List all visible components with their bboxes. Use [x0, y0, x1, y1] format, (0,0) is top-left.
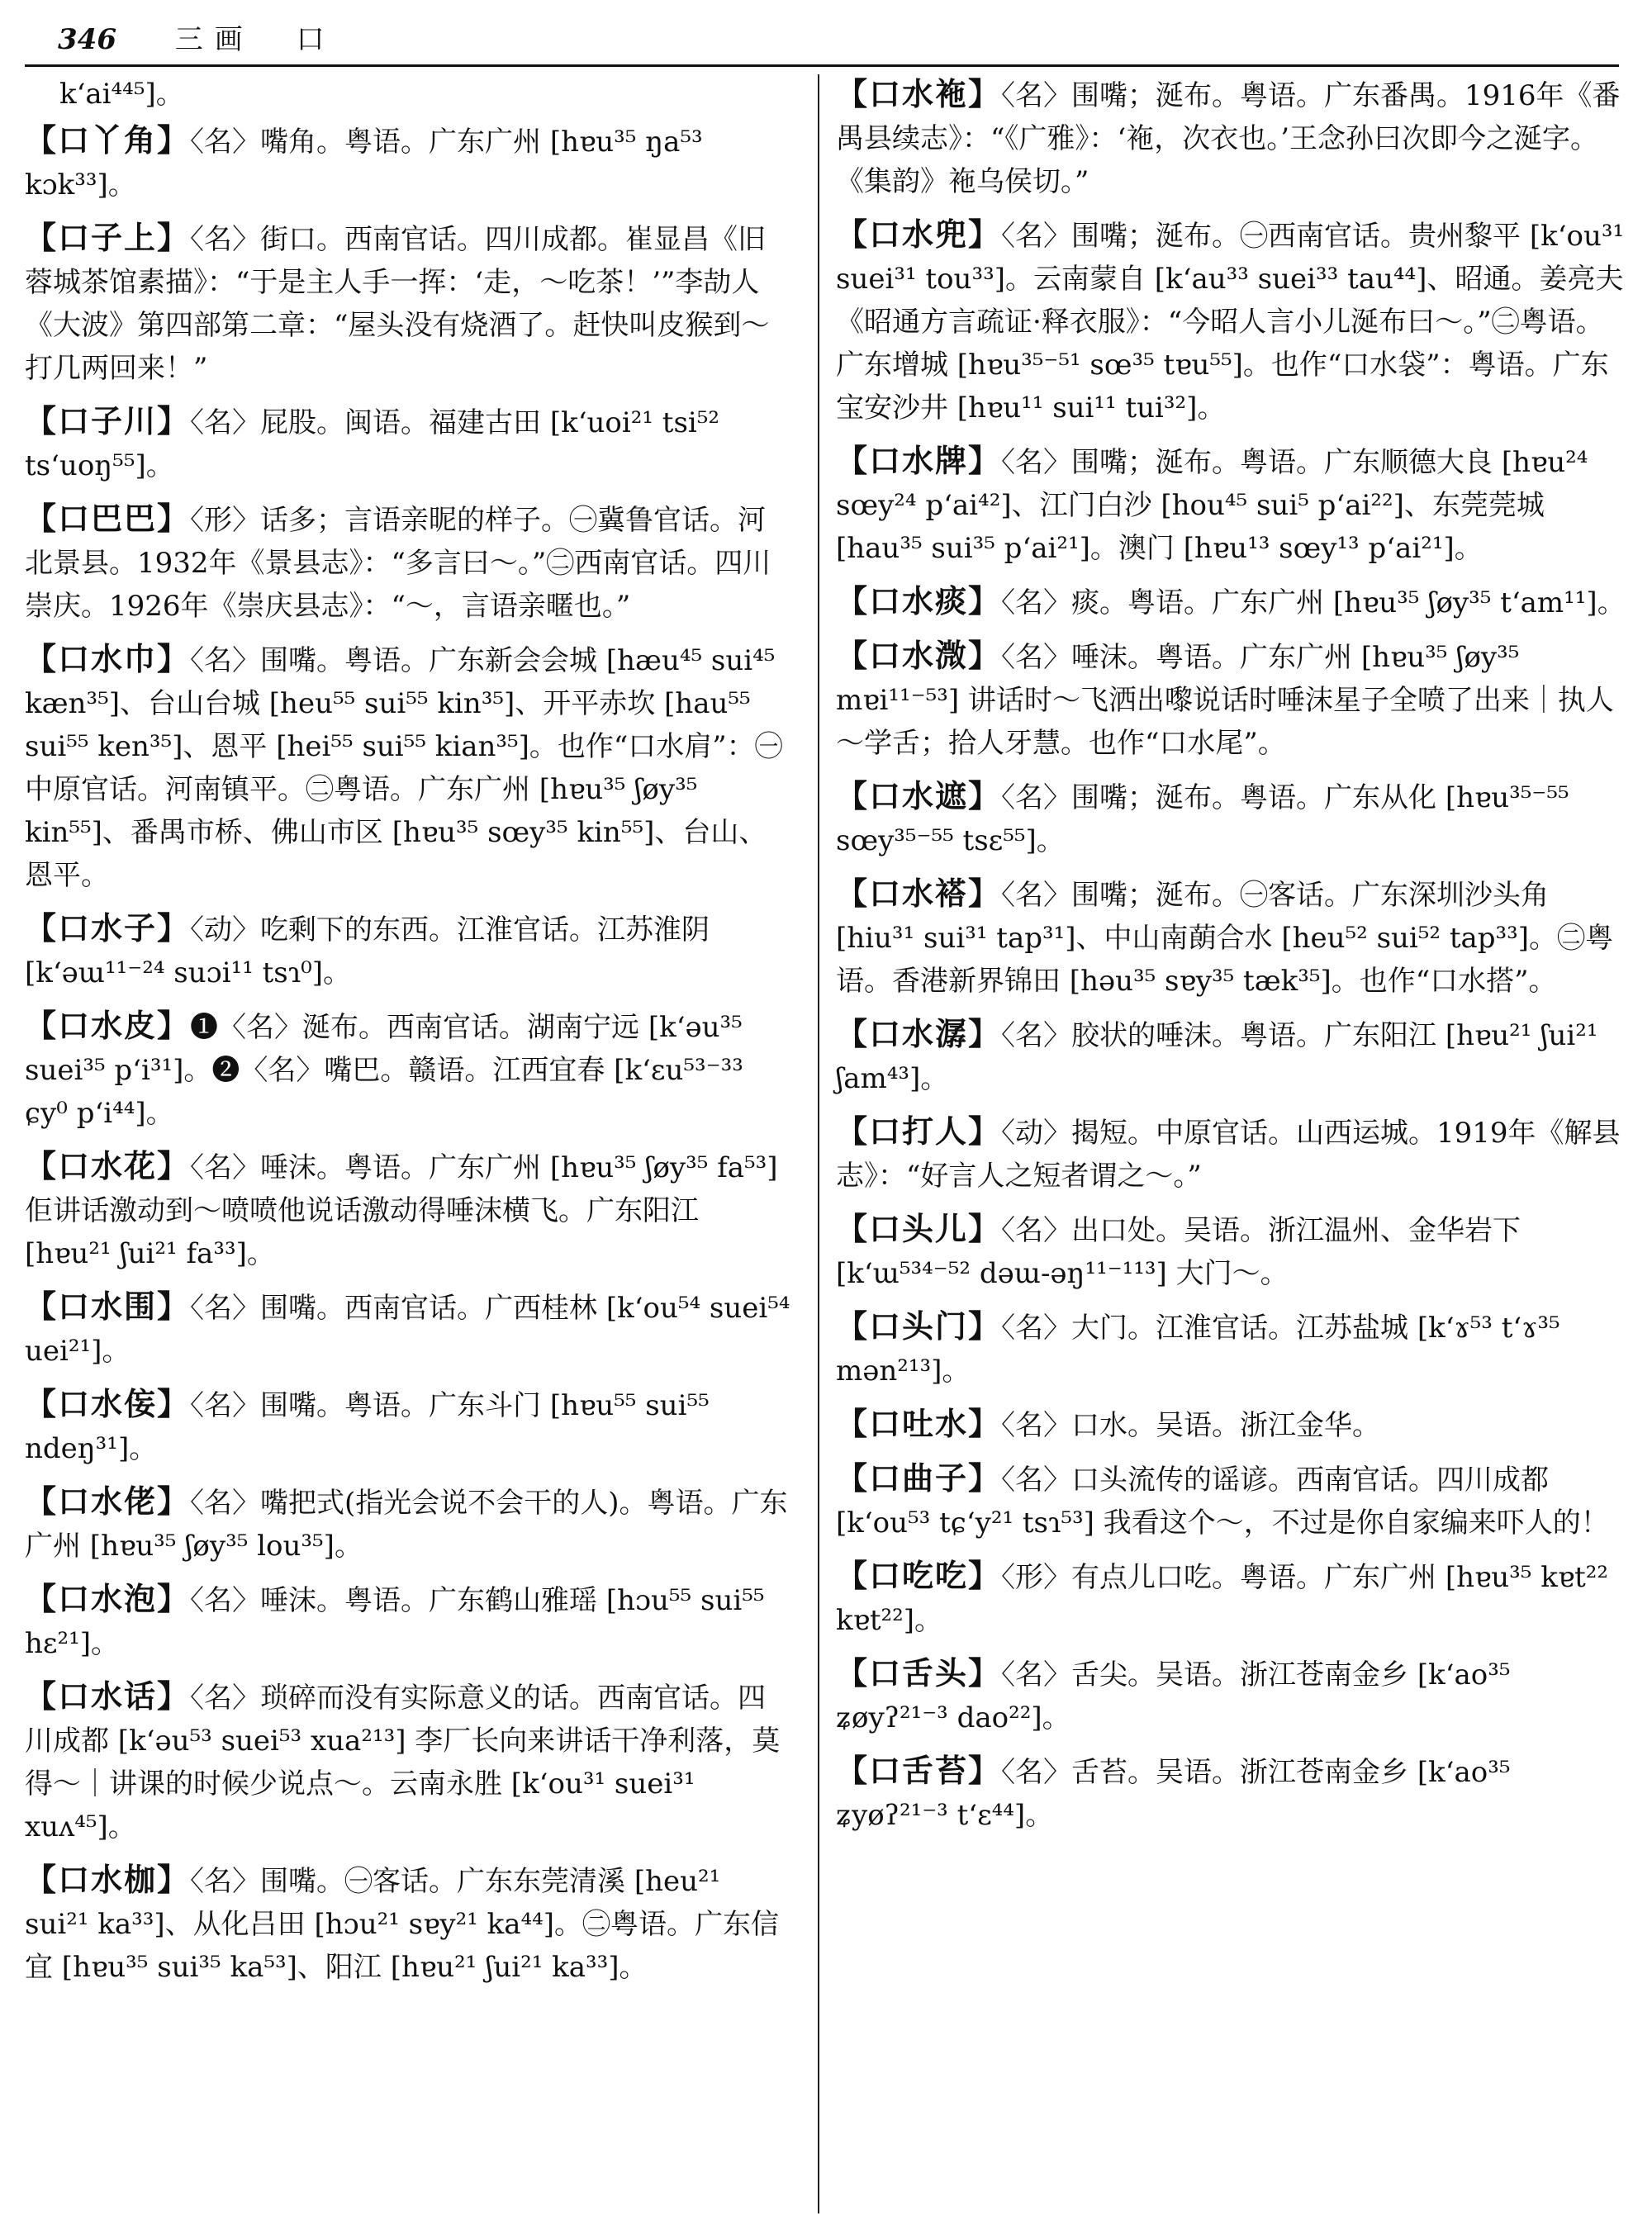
entry-definition: 〈名〉围嘴；涎布。㊀客话。广东深圳沙头角 [hiu³¹ sui³¹ tap³¹]、中山南蓢合水 [heu⁵² sui⁵² tap³³]。㊁粤语。香港新界锦田 [həu³⁵ sɐy³⁵ tæk³⁵]。也作“口水搭”。 — [836, 879, 1614, 998]
dictionary-entry — [25, 1004, 793, 1135]
entry-headword: 【口子上】 — [25, 219, 191, 256]
dictionary-entry — [836, 1457, 1627, 1544]
header-rule — [25, 64, 1619, 67]
continuation-line: k‘ai⁴⁴⁵]。 — [59, 78, 184, 111]
dictionary-entry — [25, 119, 793, 206]
dictionary-entry — [25, 1285, 793, 1373]
entry-definition: 〈名〉口头流传的谣谚。西南官话。四川成都 [k‘ou⁵³ tɕ‘y²¹ tsɿ⁵³] 我看这个～，不过是你自家编来吓人的！ — [836, 1464, 1609, 1540]
dictionary-entry — [25, 1675, 793, 1848]
entry-definition: 〈名〉舌尖。吴语。浙江苍南金乡 [k‘ao³⁵ ʑøyʔ²¹⁻³ dao²²]。 — [836, 1658, 1511, 1734]
dictionary-entry — [836, 634, 1627, 765]
entry-headword: 【口水袘】 — [836, 75, 1002, 112]
entry-definition: ❶〈名〉涎布。西南官话。湖南宁远 [k‘əu³⁵ suei³⁵ p‘i³¹]。❷〈名〉嘴巴。赣语。江西宜春 [k‘ɛu⁵³⁻³³ ɕy⁰ p‘i⁴⁴]。 — [25, 1011, 743, 1130]
dictionary-entry — [836, 1110, 1627, 1198]
dictionary-entry — [25, 400, 793, 487]
entry-definition: 〈名〉围嘴。粤语。广东新会会城 [hæu⁴⁵ sui⁴⁵ kæn³⁵]、台山台城 [heu⁵⁵ sui⁵⁵ kin³⁵]、开平赤坎 [hau⁵⁵ sui⁵⁵ ken³⁵]、恩平 [hei⁵⁵ sui⁵⁵ kian³⁵]。也作“口水肩”：㊀中原官话。河南镇平。㊁粤语。广东广州 [hɐu³⁵ ʃøy³⁵ kin⁵⁵]、番禺市桥、佛山市区 [hɐu³⁵ sœy³⁵ kin⁵⁵]、台山、恩平。 — [25, 644, 783, 892]
dictionary-entry — [836, 775, 1627, 862]
dictionary-entry — [25, 1578, 793, 1665]
entry-headword: 【口水兜】 — [836, 216, 1002, 253]
column-divider — [818, 74, 819, 2213]
entry-headword: 【口水痰】 — [836, 582, 1002, 619]
entry-headword: 【口水话】 — [25, 1677, 191, 1715]
dictionary-entry — [836, 439, 1627, 570]
entry-headword: 【口水巾】 — [25, 640, 191, 677]
entry-headword: 【口舌头】 — [836, 1654, 1002, 1691]
entry-headword: 【口水皮】 — [25, 1007, 191, 1044]
entry-headword: 【口水侫】 — [25, 1385, 191, 1422]
entry-headword: 【口吐水】 — [836, 1405, 1002, 1442]
entry-definition: 〈动〉揭短。中原官话。山西运城。1919年《解县志》：“好言人之短者谓之～。” — [836, 1117, 1621, 1193]
entry-definition: 〈名〉屁股。闽语。福建古田 [k‘uoi²¹ tsi⁵² ts‘uoŋ⁵⁵]。 — [25, 406, 720, 482]
dictionary-entry — [836, 1554, 1627, 1642]
entry-definition: 〈名〉出口处。吴语。浙江温州、金华岩下 [k‘ɯ⁵³⁴⁻⁵² dəɯ-əŋ¹¹⁻¹¹³] 大门～。 — [836, 1214, 1521, 1290]
entry-definition: 〈名〉嘴角。粤语。广东广州 [hɐu³⁵ ŋa⁵³ kɔk³³]。 — [25, 126, 703, 202]
entry-definition: 〈名〉舌苔。吴语。浙江苍南金乡 [k‘ao³⁵ ʑyøʔ²¹⁻³ t‘ɛ⁴⁴]。 — [836, 1756, 1511, 1832]
entry-definition: 〈形〉话多；言语亲昵的样子。㊀冀鲁官话。河北景县。1932年《景县志》：“多言曰～。”㊁西南官话。四川崇庆。1926年《崇庆县志》：“～，言语亲暱也。” — [25, 504, 771, 623]
dictionary-entry — [25, 907, 793, 994]
entry-definition: 〈名〉唾沫。粤语。广东广州 [hɐu³⁵ ʃøy³⁵ fa⁵³] 佢讲话激动到～喷喷他说话激动得唾沫横飞。广东阳江 [hɐu²¹ ʃui²¹ fa³³]。 — [25, 1151, 778, 1270]
entry-headword: 【口打人】 — [836, 1113, 1002, 1150]
entry-definition: 〈名〉围嘴；涎布。粤语。广东顺德大良 [hɐu²⁴ sœy²⁴ p‘ai⁴²]、江门白沙 [hou⁴⁵ sui⁵ p‘ai²²]、东莞莞城 [hau³⁵ sui³⁵ p‘ai²¹]。澳门 [hɐu¹³ sœy¹³ p‘ai²¹]。 — [836, 446, 1588, 565]
entry-headword: 【口水潺】 — [836, 1015, 1002, 1052]
dictionary-entry — [836, 1402, 1627, 1447]
entry-headword: 【口水子】 — [25, 909, 191, 947]
entry-definition: 〈形〉有点儿口吃。粤语。广东广州 [hɐu³⁵ kɐt²² kɐt²²]。 — [836, 1561, 1609, 1637]
entry-definition: 〈名〉唾沫。粤语。广东广州 [hɐu³⁵ ʃøy³⁵ mɐi¹¹⁻⁵³] 讲话时～飞洒出嚟说话时唾沫星子全喷了出来｜执人～学舌；拾人牙慧。也作“口水尾”。 — [836, 641, 1614, 760]
entry-definition: 〈名〉围嘴；涎布。㊀西南官话。贵州黎平 [k‘ou³¹ suei³¹ tou³³]。云南蒙自 [k‘au³³ suei³³ tau⁴⁴]、昭通。姜亮夫《昭通方言疏证·释衣服》：“今昭人言小儿涎布曰～。”㊁粤语。广东增城 [hɐu³⁵⁻⁵¹ sœ³⁵ tɐu⁵⁵]。也作“口水袋”：粤语。广东宝安沙井 [hɐu¹¹ sui¹¹ tui³²]。 — [836, 220, 1625, 425]
entry-headword: 【口头门】 — [836, 1307, 1002, 1345]
entry-definition: 〈名〉痰。粤语。广东广州 [hɐu³⁵ ʃøy³⁵ t‘am¹¹]。 — [1001, 586, 1626, 619]
entry-headword: 【口丫角】 — [25, 121, 191, 159]
dictionary-entry — [836, 73, 1627, 203]
entry-definition: 〈名〉大门。江淮官话。江苏盐城 [k‘ɤ⁵³ t‘ɤ³⁵ mən²¹³]。 — [836, 1312, 1560, 1388]
entry-definition: 〈名〉唾沫。粤语。广东鹤山雅瑶 [hɔu⁵⁵ sui⁵⁵ hɛ²¹]。 — [25, 1584, 765, 1660]
entry-headword: 【口水枷】 — [25, 1861, 191, 1898]
dictionary-entry — [836, 1652, 1627, 1739]
dictionary-entry — [836, 213, 1627, 429]
entry-definition: 〈动〉吃剩下的东西。江淮官话。江苏淮阴 [k‘əɯ¹¹⁻²⁴ suɔi¹¹ tsɿ⁰]。 — [25, 913, 710, 989]
dictionary-entry — [25, 497, 793, 628]
entry-definition: 〈名〉围嘴。粤语。广东斗门 [hɐu⁵⁵ sui⁵⁵ ndeŋ³¹]。 — [25, 1389, 710, 1465]
entry-headword: 【口水褡】 — [836, 875, 1002, 912]
dictionary-entry — [836, 1013, 1627, 1100]
dictionary-entry — [25, 638, 793, 897]
entry-headword: 【口舌苔】 — [836, 1752, 1002, 1789]
dictionary-entry — [25, 1480, 793, 1568]
entry-definition: 〈名〉围嘴；涎布。粤语。广东番禺。1916年《番禺县续志》：“《广雅》：‘袘，次衣也。’王念孙曰次即今之涎字。《集韵》袘乌侯切。” — [836, 79, 1621, 198]
entry-headword: 【口水花】 — [25, 1147, 191, 1184]
entry-headword: 【口水牌】 — [836, 442, 1002, 479]
entry-headword: 【口曲子】 — [836, 1459, 1002, 1497]
page-number: 346 — [58, 23, 116, 56]
entry-definition: 〈名〉围嘴。㊀客话。广东东莞清溪 [heu²¹ sui²¹ ka³³]、从化吕田 [hɔu²¹ sɐy²¹ ka⁴⁴]。㊁粤语。广东信宜 [hɐu³⁵ sui³⁵ ka⁵³]、阳江 [hɐu²¹ ʃui²¹ ka³³]。 — [25, 1865, 780, 1984]
entry-headword: 【口巴巴】 — [25, 500, 191, 537]
page-header — [25, 17, 1619, 66]
entry-headword: 【口水围】 — [25, 1288, 191, 1325]
entry-definition: 〈名〉嘴把式(指光会说不会干的人)。粤语。广东广州 [hɐu³⁵ ʃøy³⁵ lou³⁵]。 — [25, 1487, 788, 1563]
section-character: 口 — [296, 23, 325, 56]
entry-definition: 〈名〉围嘴。西南官话。广西桂林 [k‘ou⁵⁴ suei⁵⁴ uei²¹]。 — [25, 1292, 790, 1368]
entry-definition: 〈名〉围嘴；涎布。粤语。广东从化 [hɐu³⁵⁻⁵⁵ sœy³⁵⁻⁵⁵ tsɛ⁵⁵]。 — [836, 781, 1569, 857]
right-column — [836, 73, 1627, 1847]
entry-definition: 〈名〉口水。吴语。浙江金华。 — [1001, 1409, 1381, 1442]
entry-headword: 【口子川】 — [25, 402, 191, 439]
entry-headword: 【口吃吃】 — [836, 1557, 1002, 1594]
section-label: 三画 — [174, 23, 254, 56]
entry-definition: 〈名〉琐碎而没有实际意义的话。西南官话。四川成都 [k‘əu⁵³ suei⁵³ xua²¹³] 李厂长向来讲话干净利落，莫得～｜讲课的时候少说点～。云南永胜 [k‘ou³¹ suei³¹ xuʌ⁴⁵]。 — [25, 1682, 781, 1843]
entry-definition: 〈名〉街口。西南官话。四川成都。崔显昌《旧蓉城茶馆素描》：“于是主人手一挥：‘走，～吃茶！’”李劼人《大波》第四部第二章：“屋头没有烧酒了。赶快叫皮猴到～打几两回来！” — [25, 223, 770, 385]
entry-headword: 【口水溦】 — [836, 637, 1002, 674]
entry-headword: 【口水遮】 — [836, 777, 1002, 814]
dictionary-entry — [836, 580, 1627, 624]
left-column — [25, 73, 793, 1999]
dictionary-entry — [25, 1383, 793, 1470]
dictionary-entry — [25, 1858, 793, 1989]
dictionary-entry — [25, 1145, 793, 1275]
entry-definition: 〈名〉胶状的唾沫。粤语。广东阳江 [hɐu²¹ ʃui²¹ ʃam⁴³]。 — [836, 1019, 1598, 1095]
dictionary-entry — [836, 1305, 1627, 1393]
dictionary-entry — [836, 1208, 1627, 1295]
entry-headword: 【口水佬】 — [25, 1483, 191, 1520]
entry-headword: 【口水泡】 — [25, 1580, 191, 1617]
dictionary-entry — [25, 216, 793, 390]
entry-headword: 【口头儿】 — [836, 1210, 1002, 1247]
dictionary-entry — [836, 872, 1627, 1003]
dictionary-entry — [836, 1749, 1627, 1837]
